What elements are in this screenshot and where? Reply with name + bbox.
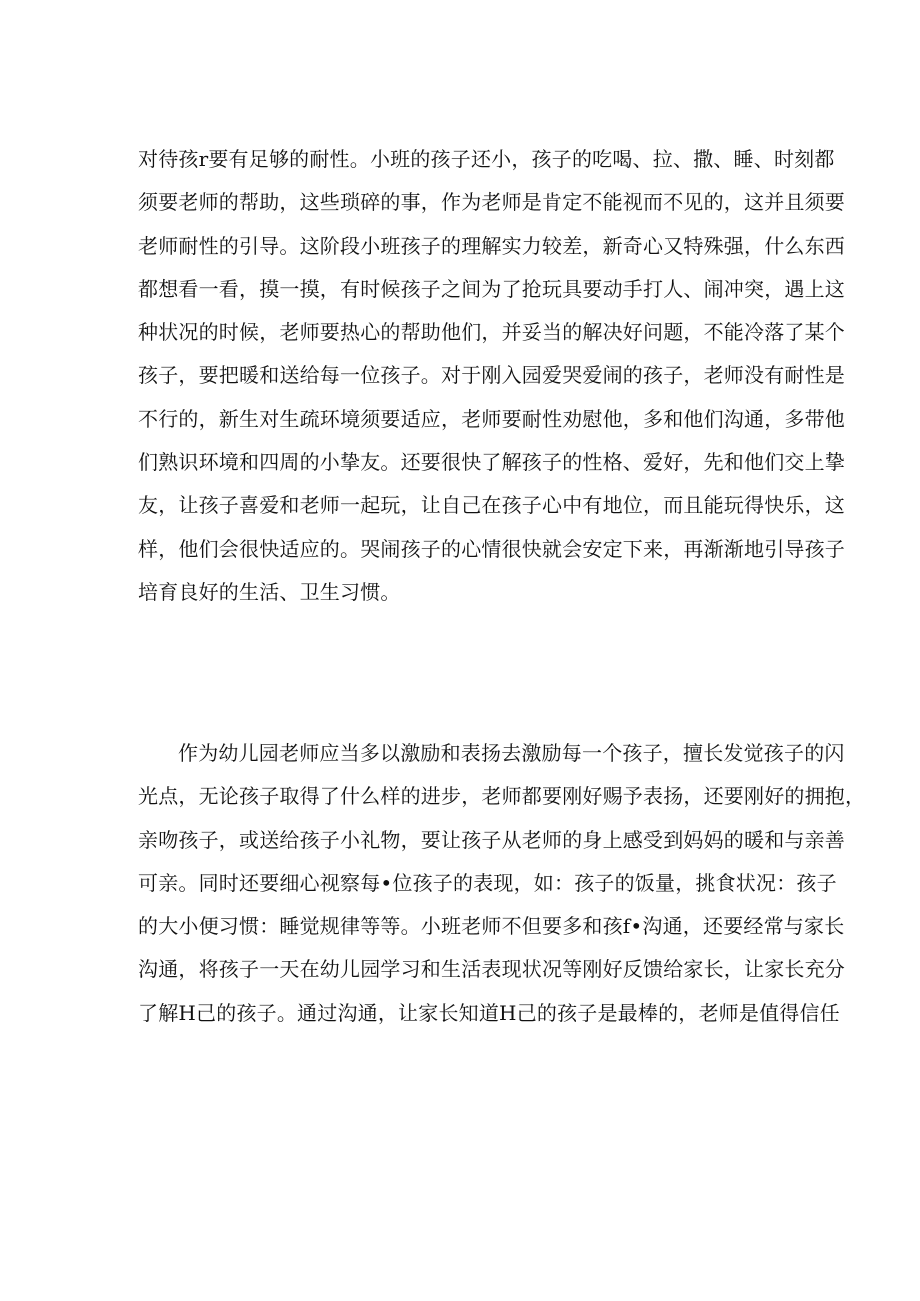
paragraph-2 xyxy=(138,732,866,1035)
text-line: 可亲。同时还要细心视察每•位孩子的表现，如：孩子的饭量，挑食状况：孩子 xyxy=(138,870,837,895)
text-line: 了解H己的孩子。通过沟通，让家长知道H己的孩子是最棒的，老师是值得信任 xyxy=(138,1000,840,1025)
text-line: 沟通，将孩子一天在幼儿园学习和生活表现状况等刚好反馈给家长，让家长充分 xyxy=(138,957,845,982)
text-line: 对待孩r要有足够的耐性。小班的孩子还小，孩子的吃喝、拉、撒、睡、时刻都 xyxy=(138,147,835,171)
text-line: 老师耐性的引导。这阶段小班孩子的理解实力较差，新奇心又特殊强，什么东西 xyxy=(138,233,845,258)
text-line: 孩子，要把暖和送给每一位孩子。对于刚入园爱哭爱闹的孩子，老师没有耐性是 xyxy=(138,363,845,388)
text-line: 作为幼儿园老师应当多以激励和表扬去激励每一个孩子，擅长发觉孩子的闪 xyxy=(178,741,845,765)
text-line: 友，让孩子喜爱和老师一起玩，让自己在孩子心中有地位，而且能玩得快乐，这 xyxy=(138,493,845,518)
text-line: 培育良好的生活、卫生习惯。 xyxy=(138,579,401,604)
text-line: 亲吻孩子，或送给孩子小礼物，要让孩子从老师的身上感受到妈妈的暖和与亲善 xyxy=(138,827,845,852)
text-line: 们熟识环境和四周的小挚友。还要很快了解孩子的性格、爱好，先和他们交上挚 xyxy=(138,450,845,475)
paragraph-1 xyxy=(138,138,845,614)
text-line: 样，他们会很快适应的。哭闹孩子的心情很快就会安定下来，再渐渐地引导孩子 xyxy=(138,536,845,561)
text-line: 须要老师的帮助，这些琐碎的事，作为老师是肯定不能视而不见的，这并且须要 xyxy=(138,190,845,215)
text-line: 光点，无论孩子取得了什么样的进步，老师都要刚好赐予表扬，还要刚好的拥抱， xyxy=(138,784,866,809)
text-line: 种状况的时候，老师要热心的帮助他们，并妥当的解决好问题，不能冷落了某个 xyxy=(138,320,845,345)
text-line: 的大小便习惯：睡觉规律等等。小班老师不但要多和孩f•沟通，还要经常与家长 xyxy=(138,914,845,939)
text-line: 都想看一看，摸一摸，有时候孩子之间为了抢玩具要动手打人、闹冲突，遇上这 xyxy=(138,276,845,301)
text-line: 不行的，新生对生疏环境须要适应，老师要耐性劝慰他，多和他们沟通，多带他 xyxy=(138,406,845,431)
